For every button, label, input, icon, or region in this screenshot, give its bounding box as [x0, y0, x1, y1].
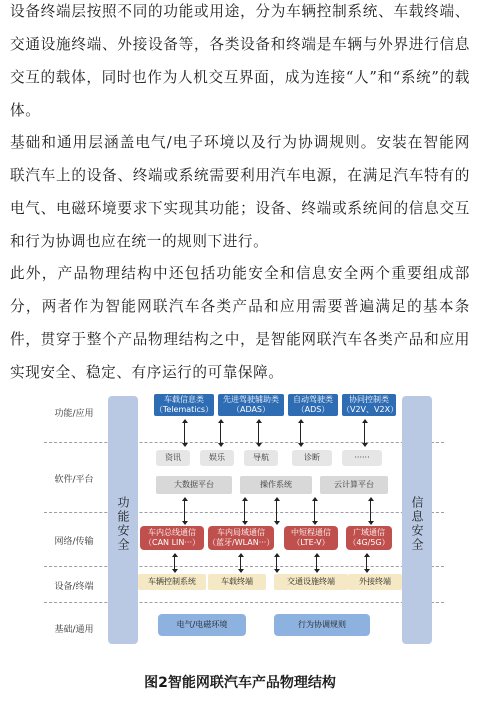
architecture-diagram — [44, 388, 444, 650]
platform-box-bigdata: 大数据平台 — [156, 476, 232, 494]
service-box: ······ — [342, 450, 382, 466]
arrow-icon — [316, 556, 317, 570]
network-box-4g5g: 广域通信 （4G/5G） — [346, 526, 392, 550]
function-box-v2x: 协同控制类 （V2V、V2X） — [342, 395, 399, 414]
device-box-onboard-terminal: 车载终端 — [208, 574, 266, 590]
arrow-icon — [276, 556, 277, 570]
service-box: 娱乐 — [200, 450, 234, 466]
function-box-ads: 自动驾驶类 （ADS） — [288, 394, 338, 416]
arrow-icon — [258, 422, 259, 444]
layer-label-software: 软件/平台 — [54, 475, 94, 485]
platform-box-os: 操作系统 — [240, 476, 312, 494]
platform-box-cloud: 云计算平台 — [320, 476, 388, 494]
arrow-icon — [370, 500, 371, 522]
base-box-coordination: 行为协调规则 — [274, 614, 370, 636]
service-box: 资讯 — [156, 450, 190, 466]
figure-caption: 图2智能网联汽车产品物理结构 — [144, 675, 336, 691]
layer-label-base: 基础/通用 — [54, 625, 94, 635]
arrow-icon — [276, 500, 277, 522]
paragraph-safety: 此外，产品物理结构中还包括功能安全和信息安全两个重要组成部分，两者作为智能网联汽车各类产品和应用需要普遍满足的基本条件，贯穿于整个产品物理结构之中，是智能网联汽车各类产品和应用实现安全、稳定、有序运行的可靠保障。 — [10, 265, 470, 381]
network-box-can: 车内总线通信 （CAN LIN···） — [140, 526, 204, 550]
paragraph-base-layer: 基础和通用层涵盖电气/电子环境以及行为协调规则。安装在智能网联汽车上的设备、终端或系统需要利用汽车电源，在满足汽车特有的电气、电磁环境要求下实现其功能；设备、终端或系统间的信息交互和行为协调也应在统一的规则下进行。 — [10, 134, 470, 250]
layer-label-function: 功能/应用 — [54, 409, 94, 419]
function-box-telematics: 车载信息类 （Telematics） — [154, 395, 214, 414]
functional-safety-bar — [108, 396, 138, 644]
network-box-ltev: 中短程通信 （LTE-V） — [284, 526, 338, 550]
layer-divider — [44, 566, 444, 567]
network-box-wlan: 车内局域通信 （蓝牙/WLAN···） — [208, 526, 274, 550]
information-security-label: 信息安全 — [410, 496, 424, 552]
layer-label-network: 网络/传输 — [54, 537, 94, 547]
functional-safety-label: 功能安全 — [116, 496, 130, 552]
arrow-icon — [220, 422, 221, 444]
paragraph-device-layer: 设备终端层按照不同的功能或用途，分为车辆控制系统、车载终端、交通设施终端、外接设备等，各类设备和终端是车辆与外界进行信息交互的载体，同时也作为人机交互界面，成为连接“人”和“系统”的载体。 — [10, 3, 470, 119]
arrow-icon — [184, 500, 185, 522]
information-security-bar — [402, 396, 432, 644]
base-box-electrical: 电气/电磁环境 — [158, 614, 246, 636]
device-box-external-terminal: 外接终端 — [348, 574, 402, 590]
arrow-icon — [174, 556, 175, 570]
function-box-adas: 先进驾驶辅助类 （ADAS） — [218, 394, 284, 416]
arrow-icon — [314, 500, 315, 522]
arrow-icon — [184, 422, 185, 444]
arrow-icon — [240, 556, 241, 570]
device-box-traffic-facility: 交通设施终端 — [274, 574, 348, 590]
arrow-icon — [244, 500, 245, 522]
device-box-vehicle-control: 车辆控制系统 — [138, 574, 206, 590]
layer-divider — [44, 602, 444, 603]
arrow-icon — [300, 422, 301, 444]
arrow-icon — [364, 422, 365, 444]
arrow-icon — [366, 556, 367, 570]
layer-label-device: 设备/终端 — [54, 582, 94, 592]
service-box: 导航 — [244, 450, 278, 466]
service-box: 诊断 — [292, 450, 332, 466]
layer-divider — [44, 442, 444, 443]
